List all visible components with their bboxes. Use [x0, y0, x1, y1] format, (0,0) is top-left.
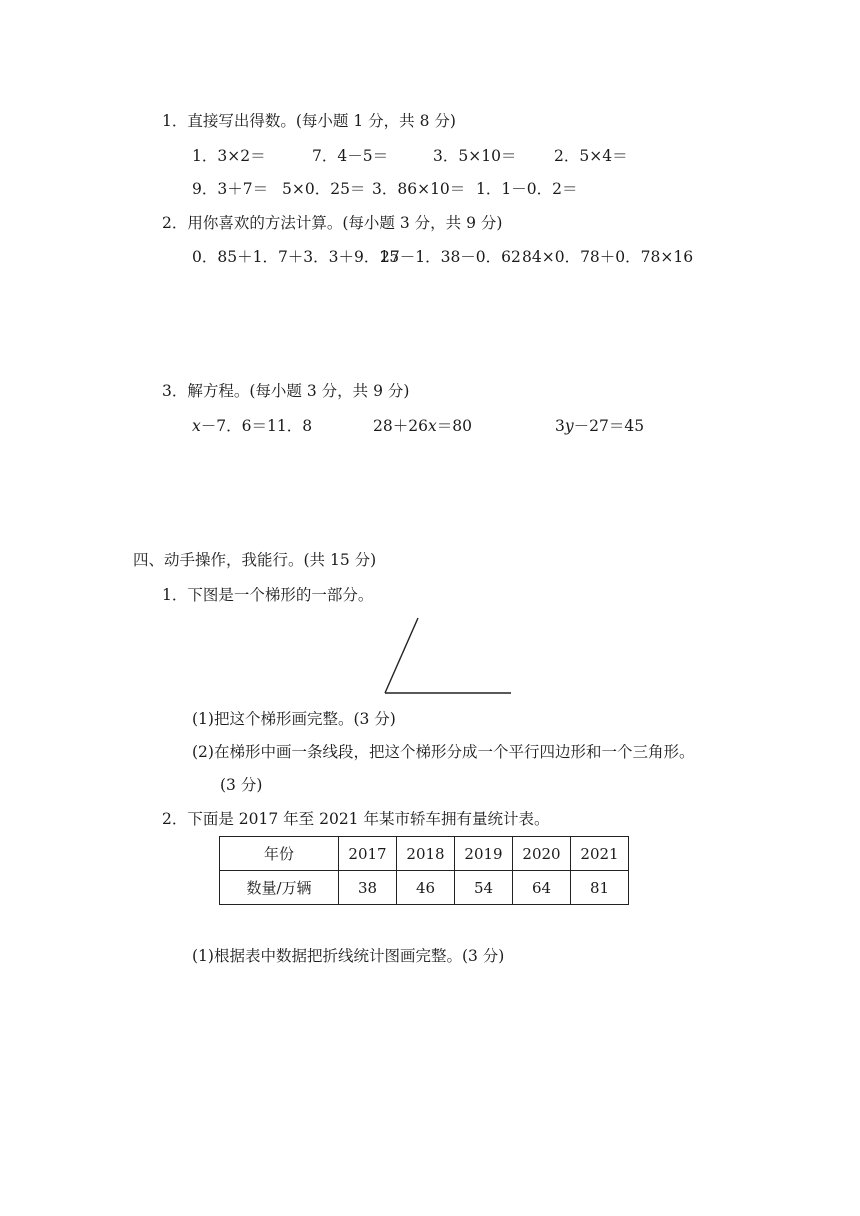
table-header-quantity: 数量/万辆 — [220, 871, 339, 905]
eq1-rest: －7．6＝11．8 — [200, 417, 313, 435]
s4-q2-title-line — [162, 809, 549, 829]
table-value-cell: 38 — [339, 871, 397, 905]
q3-number: 3． — [162, 382, 188, 400]
q2-item-2: 27－1．38－0．62 — [380, 248, 521, 266]
eq2-variable: x — [427, 417, 437, 435]
table-year-cell: 2018 — [397, 837, 455, 871]
s4-q1-title-line — [162, 585, 373, 605]
eq3-pre: 3 — [555, 417, 565, 435]
q1-title: 直接写出得数。(每小题 1 分，共 8 分) — [187, 112, 456, 130]
table-header-year: 年份 — [220, 837, 339, 871]
table-row-year — [220, 837, 629, 871]
eq1-variable: x — [192, 417, 201, 435]
trapezoid-leg-line — [385, 618, 418, 693]
q2-title-line — [162, 213, 502, 233]
q2-title: 用你喜欢的方法计算。(每小题 3 分，共 9 分) — [187, 214, 503, 232]
q2-item-1: 0．85＋1．7＋3．3＋9．15 — [192, 248, 400, 266]
s4-q2-number: 2． — [162, 810, 188, 828]
s4-q1-title: 下图是一个梯形的一部分。 — [187, 586, 374, 604]
table-value-cell: 81 — [571, 871, 629, 905]
q1-item-5: 9．3＋7＝ — [192, 180, 269, 198]
s4-q2-title: 下面是 2017 年至 2021 年某市轿车拥有量统计表。 — [187, 810, 550, 828]
q3-equation-2 — [373, 416, 472, 436]
q3-title-line — [162, 381, 409, 401]
q1-item-4: 2．5×4＝ — [554, 147, 628, 165]
q1-number: 1． — [162, 112, 188, 130]
q2-number: 2． — [162, 214, 188, 232]
q1-item-3: 3．5×10＝ — [433, 147, 517, 165]
s4-q1-part-2: (2)在梯形中画一条线段，把这个梯形分成一个平行四边形和一个三角形。 — [192, 743, 695, 761]
eq3-variable: y — [564, 417, 574, 435]
table-year-cell: 2019 — [455, 837, 513, 871]
eq2-pre: 28＋26 — [373, 417, 428, 435]
q1-item-7: 3．86×10＝ — [372, 180, 466, 198]
section-4-heading: 四、动手操作，我能行。(共 15 分) — [133, 551, 377, 569]
s4-q1-number: 1． — [162, 586, 188, 604]
table-year-cell: 2020 — [513, 837, 571, 871]
q3-equation-1 — [192, 416, 312, 436]
car-ownership-table — [219, 836, 629, 905]
q3-equation-3 — [555, 416, 644, 436]
table-value-cell: 54 — [455, 871, 513, 905]
q1-item-8: 1．1－0．2＝ — [476, 180, 578, 198]
table-value-cell: 46 — [397, 871, 455, 905]
eq3-post: －27＝45 — [573, 417, 645, 435]
table-year-cell: 2017 — [339, 837, 397, 871]
q1-item-2: 7．4－5＝ — [312, 147, 389, 165]
s4-q1-part-2-score: (3 分) — [220, 776, 263, 794]
table-row-quantity — [220, 871, 629, 905]
q2-item-3: 84×0．78＋0．78×16 — [522, 248, 694, 266]
s4-q2-part-1: (1)根据表中数据把折线统计图画完整。(3 分) — [192, 947, 505, 965]
table-year-cell: 2021 — [571, 837, 629, 871]
trapezoid-partial-figure — [380, 614, 516, 698]
q1-item-1: 1．3×2＝ — [192, 147, 266, 165]
q3-title: 解方程。(每小题 3 分，共 9 分) — [187, 382, 410, 400]
table-value-cell: 64 — [513, 871, 571, 905]
q1-item-6: 5×0．25＝ — [282, 180, 366, 198]
eq2-post: ＝80 — [436, 417, 472, 435]
s4-q1-part-1: (1)把这个梯形画完整。(3 分) — [192, 710, 396, 728]
q1-title-line — [162, 111, 456, 131]
